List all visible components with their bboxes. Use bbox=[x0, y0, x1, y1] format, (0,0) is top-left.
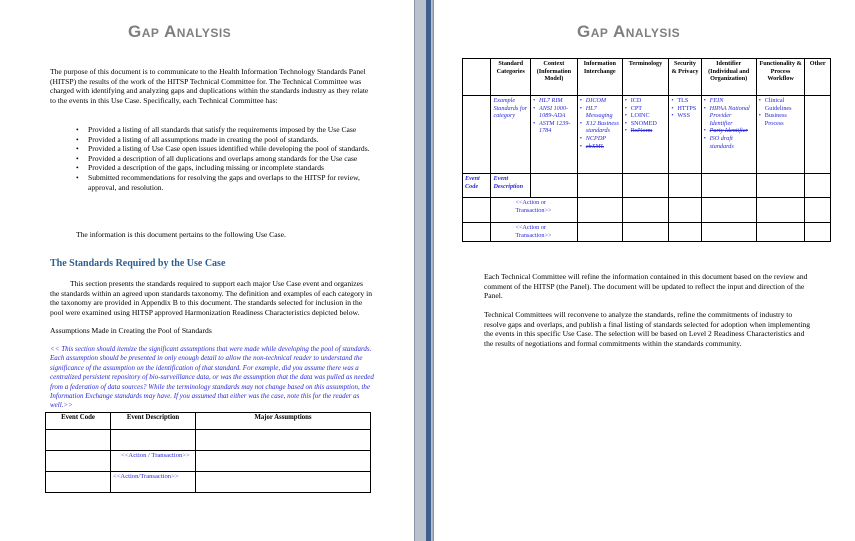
table-cell bbox=[669, 198, 701, 223]
committee-bullet-list bbox=[76, 125, 370, 192]
table-cell bbox=[701, 174, 756, 198]
event-label-row bbox=[463, 174, 831, 198]
table-row bbox=[463, 198, 831, 223]
table-cell bbox=[622, 174, 669, 198]
terminology-cell bbox=[622, 96, 669, 174]
table-cell bbox=[196, 430, 371, 451]
table-cell bbox=[530, 174, 577, 198]
table-cell bbox=[196, 472, 371, 493]
header-information-interchange: Information Interchange bbox=[577, 59, 622, 96]
list-item: • HTTPS bbox=[671, 105, 698, 113]
list-item: • WSS bbox=[671, 112, 698, 120]
list-item: • DICOM bbox=[580, 97, 620, 105]
header-other: Other bbox=[805, 59, 831, 96]
list-item: • Business Process bbox=[759, 112, 803, 127]
header-empty bbox=[463, 59, 491, 96]
header-context: Context (Information Model) bbox=[530, 59, 577, 96]
list-item: • ANSI 1000-1089-ADA bbox=[533, 105, 575, 120]
header-event-description: Event Description bbox=[111, 413, 196, 430]
header-identifier: Identifier (Individual and Organization) bbox=[701, 59, 756, 96]
section-paragraph: This section presents the standards required to support each major Use Case event and organizes the standards within an agreed upon standards taxonomy. The definition and examples of each category in the taxonomy are provided in Appendix B to this document. The standards selected for inclusion in the pool were examined using HITSP approved Harmonization Readiness Characteristics depicted below. bbox=[50, 279, 373, 317]
assumptions-line: Assumptions Made in Creating the Pool of Standards bbox=[50, 326, 212, 335]
list-item: • HIPAA National Provider Identifier bbox=[704, 105, 754, 128]
identifier-cell bbox=[701, 96, 756, 174]
table-cell bbox=[196, 451, 371, 472]
table-cell bbox=[463, 223, 491, 242]
table-header-row bbox=[463, 59, 831, 96]
header-terminology: Terminology bbox=[622, 59, 669, 96]
list-item: • Party Identifier bbox=[704, 127, 754, 135]
action-cell: <<Action or Transaction>> bbox=[491, 223, 577, 242]
bullet-item: • Provided a listing of all standards that satisfy the requirements imposed by the Use Case bbox=[76, 125, 370, 135]
header-functionality: Functionality & Process Workflow bbox=[756, 59, 805, 96]
list-item: • HL7 RIM bbox=[533, 97, 575, 105]
left-page-title: Gap Analysis bbox=[128, 22, 232, 41]
table-row bbox=[46, 472, 371, 493]
bullet-item: • Provided a listing of all assumptions made in creating the pool of standards. bbox=[76, 135, 370, 145]
table-cell bbox=[805, 174, 831, 198]
bullet-item: • Provided a description of all duplications and overlaps among standards for the Use case bbox=[76, 154, 370, 164]
event-description-label: Event Description bbox=[491, 174, 531, 198]
example-label: Example Standards for category bbox=[491, 96, 531, 174]
context-cell bbox=[530, 96, 577, 174]
bullet-item: • Submitted recommendations for resolving the gaps and overlaps to the HITSP for review, approval, and resolution. bbox=[76, 173, 370, 192]
list-item: • ASTM 1239-1784 bbox=[533, 120, 575, 135]
list-item: • ISO draft standards bbox=[704, 135, 754, 150]
header-standard-categories: Standard Categories bbox=[491, 59, 531, 96]
section-heading: The Standards Required by the Use Case bbox=[50, 258, 226, 269]
table-cell bbox=[46, 430, 111, 451]
table-cell bbox=[622, 198, 669, 223]
header-security-privacy: Security & Privacy bbox=[669, 59, 701, 96]
list-item: • CPT bbox=[625, 105, 667, 113]
table-cell bbox=[805, 223, 831, 242]
table-cell: <<Action/Transaction>> bbox=[111, 472, 196, 493]
list-item: • ebXML bbox=[580, 143, 620, 151]
gutter-bar bbox=[426, 0, 431, 541]
security-cell bbox=[669, 96, 701, 174]
table-cell bbox=[669, 223, 701, 242]
event-code-label: Event Code bbox=[463, 174, 491, 198]
intro-paragraph: The purpose of this document is to communicate to the Health Information Technology Standards Panel (HITSP) the results of the work of the HITSP Technical Committee for. The Technical Committee was charged with identifying and analyzing gaps and duplications within the standards industry as they relate to the events in this Use Case. Specifically, each Technical Committee has: bbox=[50, 67, 369, 105]
table-cell bbox=[46, 472, 111, 493]
assumptions-table bbox=[45, 412, 371, 493]
table-cell bbox=[463, 198, 491, 223]
list-item: • X12 Business standards bbox=[580, 120, 620, 135]
refine-paragraph: Each Technical Committee will refine the information contained in this document based on the review and comment of the HITSP (the Panel). The document will be updated to reflect the input and direction of the Panel. bbox=[484, 272, 808, 301]
table-cell bbox=[805, 198, 831, 223]
bullet-item: • Provided a listing of Use Case open issues identified while developing the pool of standards. bbox=[76, 144, 370, 154]
table-cell bbox=[463, 96, 491, 174]
table-cell bbox=[46, 451, 111, 472]
header-event-code: Event Code bbox=[46, 413, 111, 430]
list-item: • LOINC bbox=[625, 112, 667, 120]
list-item: • FEIN bbox=[704, 97, 754, 105]
list-item: • HL7 Messaging bbox=[580, 105, 620, 120]
table-cell bbox=[577, 198, 622, 223]
other-cell bbox=[805, 96, 831, 174]
interchange-cell bbox=[577, 96, 622, 174]
standards-table bbox=[462, 58, 831, 242]
functionality-cell bbox=[756, 96, 805, 174]
page-gutter bbox=[415, 0, 432, 541]
table-cell bbox=[622, 223, 669, 242]
instruction-text: << This section should itemize the significant assumptions that were made while developing the pool of standards. Each assumption should be presented in only enough detail to allow the non-technical reader to understand the significance of the assumption on the identification of that standard. For example, did you assume there was a centralized persistent repository of bio-surveillance data, or was the assumption that the data was pulled as needed from a federation of data sources? While the terminology standards may not change based on this assumption, the Information Exchange standards may have. If you assumed that either was the case, note this for the reader as well.>> bbox=[50, 345, 374, 410]
action-cell: <<Action or Transaction>> bbox=[491, 198, 577, 223]
use-case-line: The information is this document pertains to the following Use Case. bbox=[76, 230, 286, 239]
right-page bbox=[433, 0, 855, 541]
table-row bbox=[46, 451, 371, 472]
table-cell bbox=[756, 223, 805, 242]
list-item: • SNOMED bbox=[625, 120, 667, 128]
table-cell bbox=[756, 174, 805, 198]
table-cell bbox=[669, 174, 701, 198]
table-cell bbox=[577, 223, 622, 242]
list-item: • RxNorm bbox=[625, 127, 667, 135]
right-page-title: Gap Analysis bbox=[577, 22, 681, 41]
table-row bbox=[463, 223, 831, 242]
table-header-row bbox=[46, 413, 371, 430]
example-standards-row bbox=[463, 96, 831, 174]
reconvene-paragraph: Technical Committees will reconvene to analyze the standards, refine the commitments of industry to resolve gaps and overlaps, and publish a final listing of standards selected for adoption when implementing the events in this specific Use Case. The selection will be based on Level 2 Readiness Characteristics and the results of negotiations and formal commitments within the standards community. bbox=[484, 310, 811, 348]
table-cell bbox=[111, 430, 196, 451]
table-cell: <<Action / Transaction>> bbox=[111, 451, 196, 472]
list-item: • NCPDP bbox=[580, 135, 620, 143]
table-cell bbox=[701, 223, 756, 242]
table-row bbox=[46, 430, 371, 451]
list-item: • Clinical Guidelines bbox=[759, 97, 803, 112]
bullet-item: • Provided a description of the gaps, including missing or incomplete standards bbox=[76, 163, 370, 173]
header-major-assumptions: Major Assumptions bbox=[196, 413, 371, 430]
list-item: • ICD bbox=[625, 97, 667, 105]
left-page bbox=[0, 0, 415, 541]
list-item: • TLS bbox=[671, 97, 698, 105]
table-cell bbox=[756, 198, 805, 223]
table-cell bbox=[577, 174, 622, 198]
table-cell bbox=[701, 198, 756, 223]
